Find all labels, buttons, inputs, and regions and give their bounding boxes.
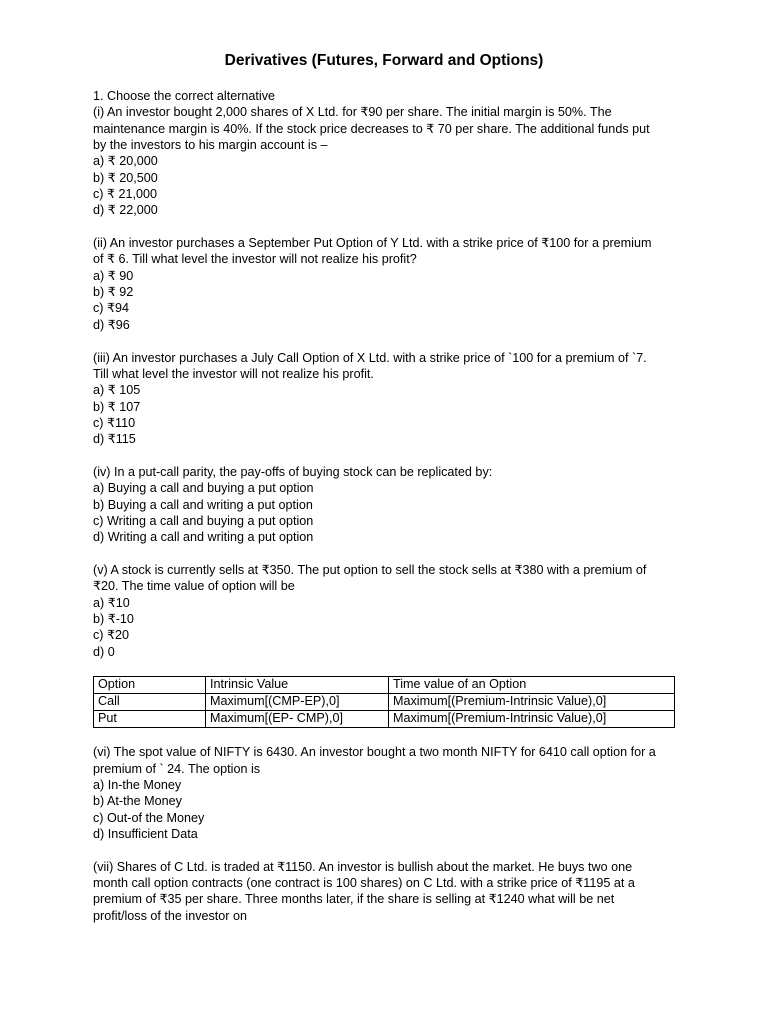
question-text: profit/loss of the investor on (93, 908, 248, 923)
question-text: ₹20. The time value of option will be (93, 579, 295, 594)
question-text: (iv) In a put-call parity, the pay-offs of buying stock can be replicated by: (93, 464, 493, 479)
question-iv (93, 464, 675, 546)
question-text: premium of ₹35 per share. Three months later, if the share is selling at ₹1240 what will be net (93, 892, 615, 907)
answer-option: d) ₹96 (93, 317, 130, 332)
question-vi (93, 744, 675, 842)
answer-option: b) ₹ 107 (93, 399, 141, 414)
question-text: Till what level the investor will not realize his profit. (93, 366, 374, 381)
question-text: (i) An investor bought 2,000 shares of X Ltd. for ₹90 per share. The initial margin is 50%. The (93, 105, 612, 120)
table-cell: Call (94, 694, 206, 711)
option-value-table (93, 676, 675, 728)
question-ii (93, 235, 675, 333)
question-text: maintenance margin is 40%. If the stock price decreases to ₹ 70 per share. The additional funds put (93, 121, 650, 136)
answer-option: a) In-the Money (93, 778, 182, 793)
answer-option: c) Out-of the Money (93, 810, 205, 825)
answer-option: c) ₹20 (93, 628, 130, 643)
table-header-row (94, 677, 675, 694)
page-title: Derivatives (Futures, Forward and Options) (224, 52, 544, 69)
table-header-cell: Option (94, 677, 206, 694)
table-header-cell: Intrinsic Value (206, 677, 389, 694)
question-text: by the investors to his margin account is – (93, 138, 328, 153)
answer-option: a) Buying a call and buying a put option (93, 481, 314, 496)
table-cell: Put (94, 711, 206, 728)
question-text: month call option contracts (one contract is 100 shares) on C Ltd. with a strike price of ₹1195 at a (93, 876, 635, 891)
table-cell: Maximum[(EP- CMP),0] (206, 711, 389, 728)
answer-option: b) Buying a call and writing a put option (93, 497, 313, 512)
table-cell: Maximum[(CMP-EP),0] (206, 694, 389, 711)
answer-option: b) ₹-10 (93, 612, 134, 626)
answer-option: b) ₹ 20,500 (93, 170, 158, 185)
answer-option: d) ₹ 22,000 (93, 203, 158, 218)
answer-option: d) ₹115 (93, 432, 136, 447)
question-vii (93, 859, 675, 924)
question-text: (vii) Shares of C Ltd. is traded at ₹1150. An investor is bullish about the market. He buys two one (93, 859, 633, 874)
answer-option: d) Writing a call and writing a put option (93, 530, 314, 545)
question-text: (vi) The spot value of NIFTY is 6430. An investor bought a two month NIFTY for 6410 call option for a (93, 745, 656, 760)
question-v (93, 562, 675, 660)
answer-option: d) 0 (93, 644, 115, 659)
question-text: 1. Choose the correct alternative (93, 89, 276, 103)
table-row (94, 711, 675, 728)
answer-option: d) Insufficient Data (93, 827, 198, 842)
answer-option: c) ₹110 (93, 415, 136, 430)
question-text: premium of ` 24. The option is (93, 761, 261, 776)
question-text: (v) A stock is currently sells at ₹350. The put option to sell the stock sells at ₹380 with a premium of (93, 562, 647, 577)
answer-option: a) ₹10 (93, 595, 130, 610)
answer-option: a) ₹ 105 (93, 383, 141, 398)
table-header-cell: Time value of an Option (389, 677, 675, 694)
table-cell: Maximum[(Premium-Intrinsic Value),0] (389, 711, 675, 728)
question-text: (iii) An investor purchases a July Call Option of X Ltd. with a strike price of `100 for a premium of `7. (93, 350, 647, 365)
document-page (93, 52, 675, 941)
answer-option: a) ₹ 20,000 (93, 154, 158, 169)
answer-option: c) ₹94 (93, 301, 130, 316)
answer-option: c) ₹ 21,000 (93, 187, 158, 202)
question-i (93, 88, 675, 219)
question-text: (ii) An investor purchases a September Put Option of Y Ltd. with a strike price of ₹100 for a premium (93, 236, 652, 251)
table-row (94, 694, 675, 711)
answer-option: b) At-the Money (93, 794, 182, 809)
answer-option: c) Writing a call and buying a put option (93, 513, 314, 528)
question-iii (93, 350, 675, 448)
answer-option: b) ₹ 92 (93, 285, 134, 300)
answer-option: a) ₹ 90 (93, 268, 134, 283)
question-text: of ₹ 6. Till what level the investor will not realize his profit? (93, 252, 417, 267)
table-cell: Maximum[(Premium-Intrinsic Value),0] (389, 694, 675, 711)
